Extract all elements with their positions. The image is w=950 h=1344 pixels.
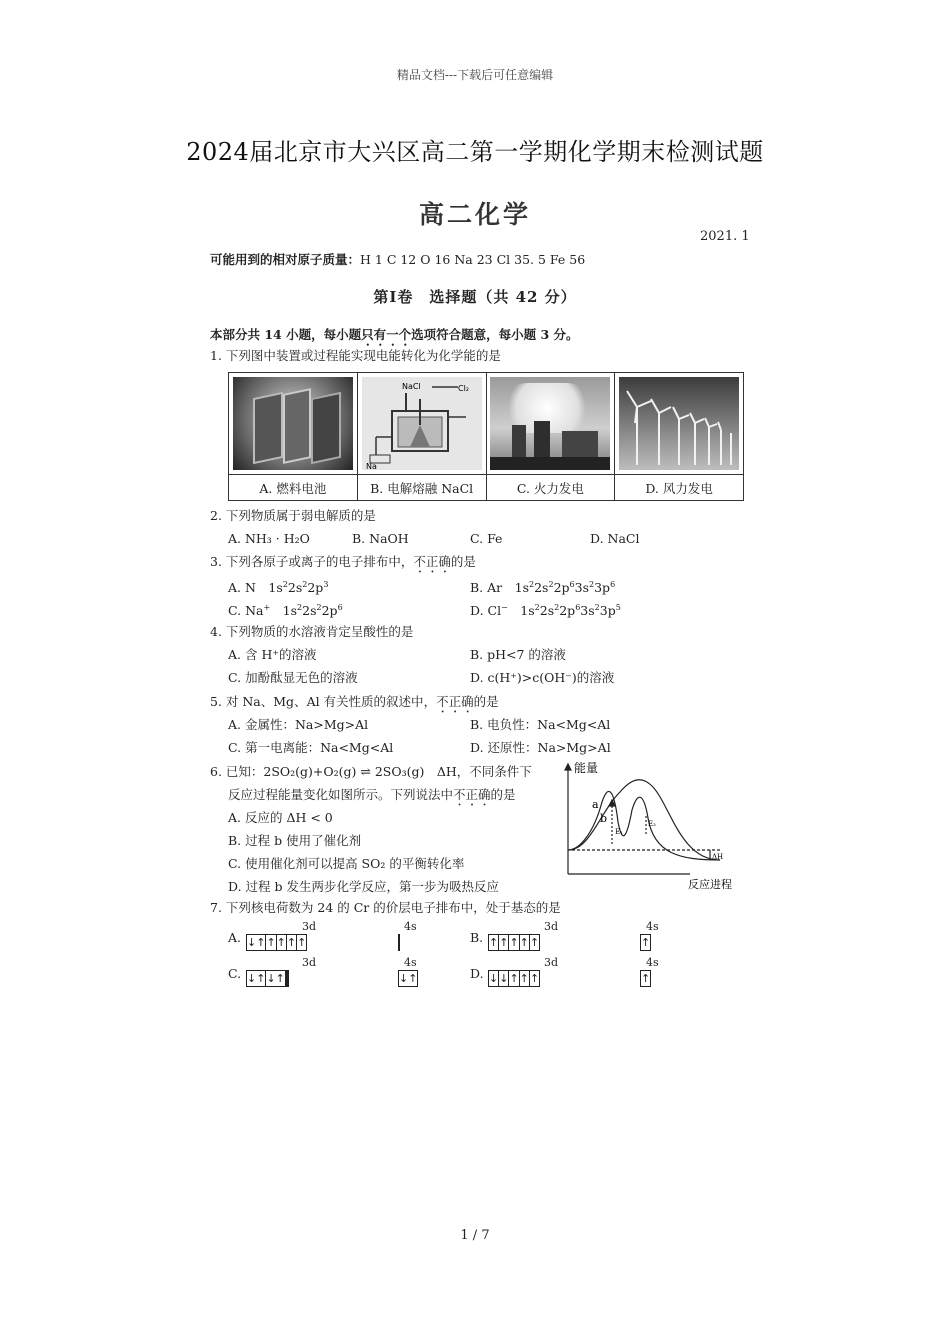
label-4s: 4s	[404, 956, 417, 969]
option-3a: A. N $1s^22s^22p^3$	[228, 580, 329, 596]
curve-a	[568, 780, 720, 860]
question-1-stem: 1. 下列图中装置或过程能实现电能转化为化学能的是	[210, 348, 501, 363]
question-7-stem: 7. 下列核电荷数为 24 的 Cr 的价层电子排布中，处于基态的是	[210, 900, 561, 915]
orbital-box: ↓	[499, 972, 509, 985]
atomic-masses	[210, 250, 585, 268]
label-3d: 3d	[302, 920, 317, 933]
orbital-3d-boxes	[246, 970, 289, 987]
option-letter: B.	[470, 930, 484, 945]
orbital-box: ↓↑	[399, 972, 418, 985]
orbital-4s-box	[398, 970, 418, 987]
energy-profile-diagram	[560, 762, 750, 892]
label-nacl: NaCl	[401, 382, 421, 391]
question-5-stem: 5. 对 Na、Mg、Al 有关性质的叙述中，不正确的是	[210, 694, 499, 709]
energy-axis-arrow	[565, 764, 571, 770]
orbital-box: ↑	[519, 936, 529, 949]
option-5a: A. 金属性：Na>Mg>Al	[228, 717, 369, 732]
option-4b: B. pH<7 的溶液	[470, 647, 566, 662]
thermal-power-image	[486, 373, 615, 475]
orbital-box: ↑	[519, 972, 529, 985]
option-6a: A. 反应的 ΔH < 0	[228, 810, 333, 825]
orbital-box: ↑	[509, 972, 519, 985]
label-na: Na	[365, 462, 377, 470]
option-1c: C. 火力发电	[486, 475, 615, 501]
wind-power-image	[615, 373, 744, 475]
label-3d: 3d	[302, 956, 317, 969]
energy-axis-label: 能量	[574, 762, 599, 775]
question-6-stem-line1: 6. 已知：2SO₂(g)+O₂(g) ⇌ 2SO₃(g) ΔH，不同条件下	[210, 764, 532, 779]
option-2b: B. NaOH	[352, 531, 409, 546]
orbital-box: ↑	[529, 972, 540, 985]
orbital-3d-boxes	[488, 934, 540, 951]
orbital-box: ↑	[276, 936, 286, 949]
label-3d: 3d	[544, 956, 559, 969]
orbital-box: ↑	[297, 936, 307, 949]
option-2d: D. NaCl	[590, 531, 640, 546]
option-letter: A.	[228, 930, 242, 945]
curve-a-label: a	[592, 798, 599, 811]
orbital-box: ↑	[529, 936, 540, 949]
option-5d: D. 还原性：Na>Mg>Al	[470, 740, 611, 755]
exam-subject: 高二化学	[418, 200, 531, 229]
orbital-box	[399, 935, 400, 951]
section-instructions: 本部分共 14 小题，每小题只有一个选项符合题意，每小题 3 分。	[210, 327, 579, 342]
page-header: 精品文档---下载后可任意编辑	[396, 68, 554, 82]
electrolysis-diagram	[357, 373, 486, 475]
orbital-box: ↑	[509, 936, 519, 949]
orbital-box: ↓↑	[247, 972, 266, 985]
e2-label: E₂	[648, 820, 656, 828]
curve-b-label: b	[600, 812, 608, 825]
option-4a: A. 含 H⁺的溶液	[228, 647, 317, 662]
atomic-masses-label: 可能用到的相对原子质量：	[210, 252, 361, 267]
fuel-cell-image	[229, 373, 358, 475]
option-5c: C. 第一电离能：Na<Mg<Al	[228, 740, 394, 755]
label-4s: 4s	[646, 956, 659, 969]
option-6c: C. 使用催化剂可以提高 SO₂ 的平衡转化率	[228, 856, 465, 871]
section-heading: 第Ⅰ卷 选择题（共 42 分）	[373, 288, 577, 306]
option-1d: D. 风力发电	[615, 475, 744, 501]
dh-label: ΔH	[712, 853, 724, 861]
option-5b: B. 电负性：Na<Mg<Al	[470, 717, 611, 732]
option-6b: B. 过程 b 使用了催化剂	[228, 833, 362, 848]
question-1-figure-table	[228, 372, 744, 501]
orbital-box: ↑	[641, 972, 651, 985]
option-1a: A. 燃料电池	[229, 475, 358, 501]
question-3-stem: 3. 下列各原子或离子的电子排布中，不正确的是	[210, 554, 476, 569]
option-6d: D. 过程 b 发生两步化学反应，第一步为吸热反应	[228, 879, 499, 894]
option-letter: D.	[470, 966, 484, 981]
label-3d: 3d	[544, 920, 559, 933]
question-2-stem: 2. 下列物质属于弱电解质的是	[210, 508, 376, 523]
label-4s: 4s	[404, 920, 417, 933]
orbital-box: ↓	[489, 972, 499, 985]
option-3b: B. Ar $1s^22s^22p^63s^23p^6$	[470, 580, 616, 596]
orbital-3d-boxes	[488, 970, 540, 987]
exam-date: 2021. 1	[700, 229, 750, 244]
e1-label: E₁	[615, 828, 623, 836]
orbital-box: ↓↑	[247, 936, 266, 949]
option-2c: C. Fe	[470, 531, 503, 546]
option-1b: B. 电解熔融 NaCl	[357, 475, 486, 501]
atomic-masses-values: H 1 C 12 O 16 Na 23 Cl 35. 5 Fe 56	[360, 252, 586, 267]
question-4-stem: 4. 下列物质的水溶液肯定呈酸性的是	[210, 624, 414, 639]
label-4s: 4s	[646, 920, 659, 933]
option-letter: C.	[228, 966, 242, 981]
question-6-stem-line2: 反应过程能量变化如图所示。下列说法中不正确的是	[228, 787, 516, 802]
progress-axis-label: 反应进程	[688, 878, 732, 891]
orbital-4s-box	[640, 934, 651, 951]
orbital-box	[287, 971, 288, 987]
orbital-box: ↑	[489, 936, 499, 949]
orbital-box: ↓↑	[266, 972, 285, 985]
option-3d: D. Cl− $1s^22s^22p^63s^23p^5$	[470, 603, 621, 619]
option-4c: C. 加酚酞显无色的溶液	[228, 670, 358, 685]
orbital-box: ↑	[286, 936, 297, 949]
orbital-3d-boxes	[246, 934, 307, 951]
orbital-4s-box	[398, 934, 400, 951]
option-4d: D. c(H⁺)>c(OH⁻)的溶液	[470, 670, 615, 685]
orbital-box: ↑	[266, 936, 276, 949]
document-title: 2024届北京市大兴区高二第一学期化学期末检测试题	[186, 138, 764, 166]
orbital-box: ↑	[641, 936, 651, 949]
orbital-4s-box	[640, 970, 651, 987]
option-2a: A. NH₃ · H₂O	[228, 531, 310, 546]
option-3c: C. Na+ $1s^22s^22p^6$	[228, 603, 343, 619]
page-number: 1 / 7	[460, 1228, 490, 1243]
label-cl2: Cl₂	[457, 384, 469, 393]
orbital-box: ↑	[499, 936, 509, 949]
